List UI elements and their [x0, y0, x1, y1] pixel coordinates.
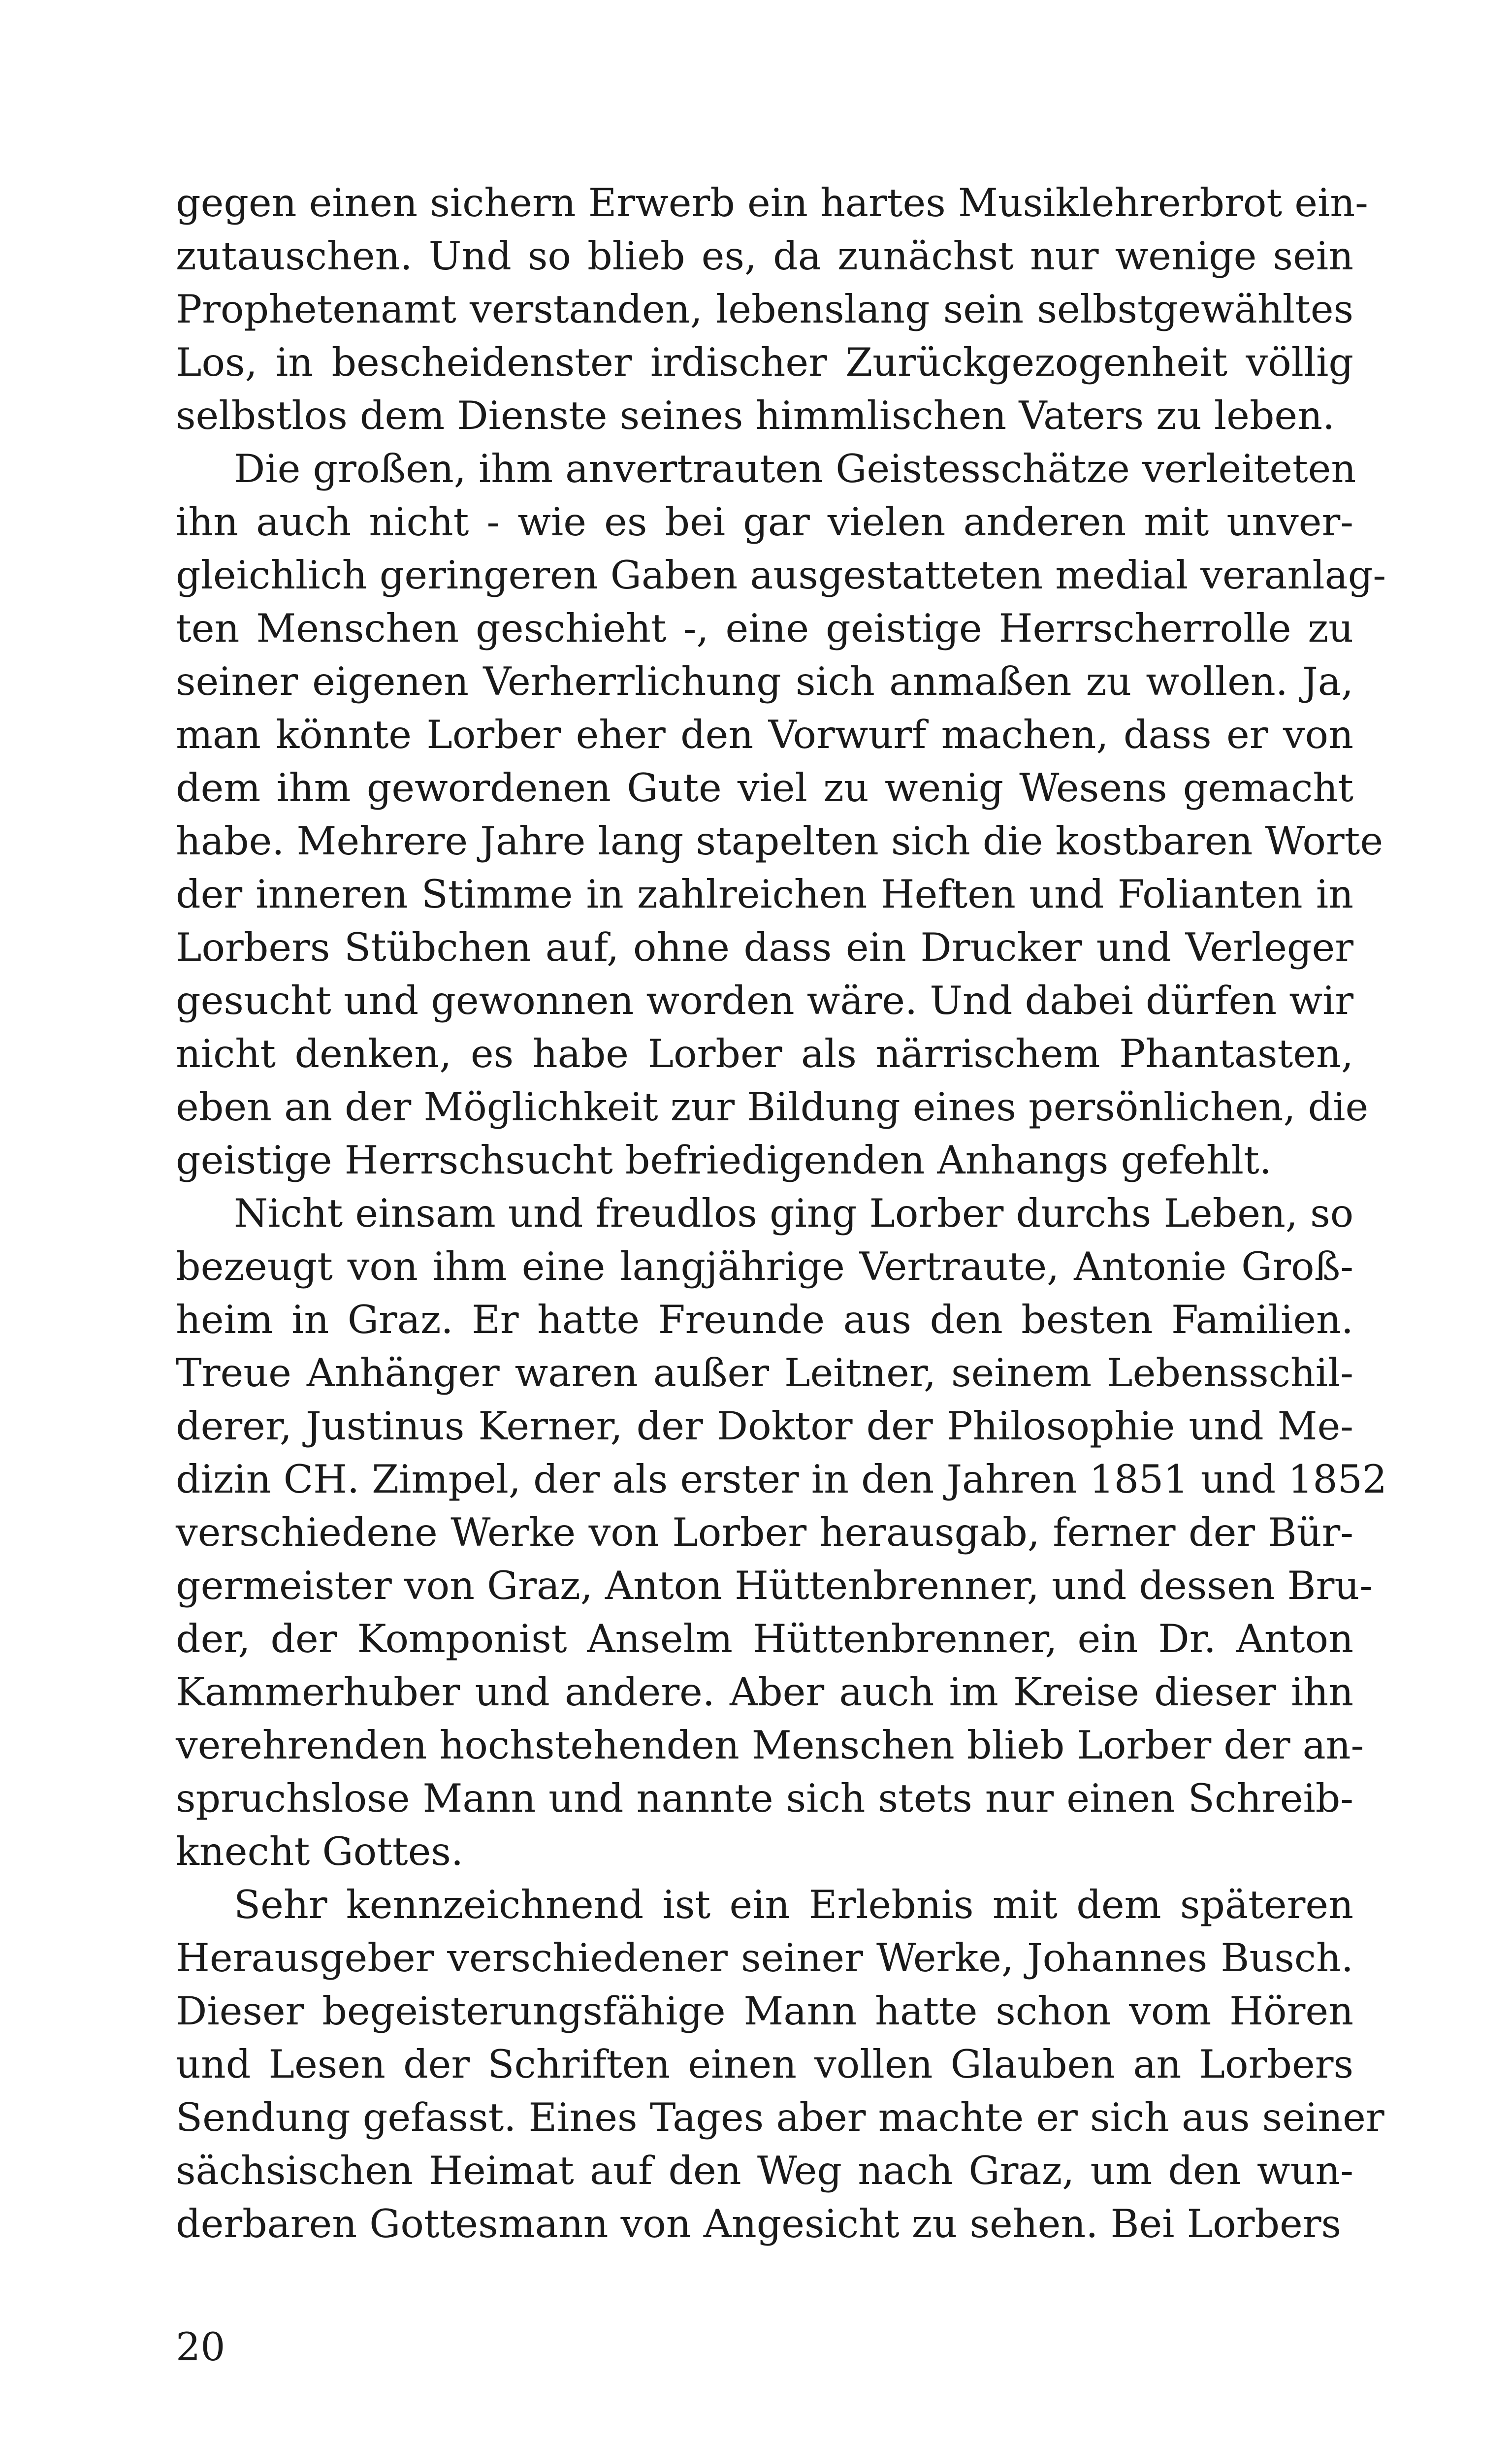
- text-line: knecht Gottes.: [176, 1829, 464, 1874]
- text-line: man könnte Lorber eher den Vorwurf machen, dass er von: [176, 712, 1353, 757]
- text-line: Sehr kennzeichnend ist ein Erlebnis mit dem späteren: [234, 1882, 1353, 1927]
- text-line: Dieser begeisterungsfähige Mann hatte schon vom Hören: [176, 1988, 1353, 2034]
- text-line: Lorbers Stübchen auf, ohne dass ein Drucker und Verleger: [176, 925, 1353, 970]
- body-text: [176, 176, 1387, 2250]
- text-line: Kammerhuber und andere. Aber auch im Kreise dieser ihn: [176, 1669, 1353, 1715]
- text-line: dem ihm gewordenen Gute viel zu wenig Wesens gemacht: [176, 765, 1353, 811]
- text-line: der, der Komponist Anselm Hüttenbrenner, ein Dr. Anton: [176, 1616, 1353, 1661]
- text-line: Die großen, ihm anvertrauten Geistesschätze verleiteten: [234, 446, 1356, 491]
- text-line: gegen einen sichern Erwerb ein hartes Musiklehrerbrot ein-: [176, 180, 1368, 226]
- text-line: bezeugt von ihm eine langjährige Vertraute, Antonie Groß-: [176, 1244, 1353, 1289]
- text-line: habe. Mehrere Jahre lang stapelten sich die kostbaren Worte: [176, 818, 1383, 864]
- text-line: ihn auch nicht - wie es bei gar vielen anderen mit unver-: [176, 499, 1353, 545]
- text-line: und Lesen der Schriften einen vollen Glauben an Lorbers: [176, 2042, 1353, 2087]
- text-line: nicht denken, es habe Lorber als närrischem Phantasten,: [176, 1031, 1353, 1076]
- text-line: der inneren Stimme in zahlreichen Heften und Folianten in: [176, 872, 1353, 917]
- text-line: Sendung gefasst. Eines Tages aber machte er sich aus seiner: [176, 2095, 1384, 2140]
- text-line: sächsischen Heimat auf den Weg nach Graz, um den wun-: [176, 2148, 1353, 2193]
- text-line: heim in Graz. Er hatte Freunde aus den besten Familien.: [176, 1297, 1353, 1342]
- text-line: gleichlich geringeren Gaben ausgestatteten medial veranlag-: [176, 553, 1386, 598]
- text-line: geistige Herrschsucht befriedigenden Anhangs gefehlt.: [176, 1138, 1272, 1183]
- text-line: ten Menschen geschieht -, eine geistige Herrscherrolle zu: [176, 606, 1353, 651]
- text-line: Prophetenamt verstanden, lebenslang sein selbstgewähltes: [176, 287, 1353, 332]
- text-line: dizin CH. Zimpel, der als erster in den Jahren 1851 und 1852: [176, 1457, 1387, 1502]
- paragraph: [176, 176, 1368, 442]
- text-line: seiner eigenen Verherrlichung sich anmaßen zu wollen. Ja,: [176, 659, 1353, 704]
- page-number: 20: [176, 2324, 225, 2370]
- text-line: gesucht und gewonnen worden wäre. Und dabei dürfen wir: [176, 978, 1353, 1023]
- text-line: Herausgeber verschiedener seiner Werke, Johannes Busch.: [176, 1935, 1353, 1981]
- text-line: eben an der Möglichkeit zur Bildung eines persönlichen, die: [176, 1084, 1369, 1130]
- text-line: germeister von Graz, Anton Hüttenbrenner, und dessen Bru-: [176, 1563, 1373, 1608]
- text-line: Treue Anhänger waren außer Leitner, seinem Lebensschil-: [176, 1350, 1353, 1396]
- text-line: Nicht einsam und freudlos ging Lorber durchs Leben, so: [234, 1191, 1354, 1236]
- paragraph: [176, 1878, 1384, 2250]
- paragraph: [176, 442, 1386, 1187]
- text-line: derbaren Gottesmann von Angesicht zu sehen. Bei Lorbers: [176, 2201, 1342, 2247]
- text-line: verschiedene Werke von Lorber herausgab, ferner der Bür-: [176, 1510, 1353, 1555]
- text-line: spruchslose Mann und nannte sich stets nur einen Schreib-: [176, 1776, 1353, 1821]
- text-line: verehrenden hochstehenden Menschen blieb Lorber der an-: [176, 1723, 1364, 1768]
- text-line: zutauschen. Und so blieb es, da zunächst nur wenige sein: [176, 233, 1353, 279]
- text-line: Los, in bescheidenster irdischer Zurückgezogenheit völlig: [176, 340, 1353, 385]
- text-line: selbstlos dem Dienste seines himmlischen Vaters zu leben.: [176, 393, 1335, 438]
- paragraph: [176, 1187, 1387, 1878]
- text-line: derer, Justinus Kerner, der Doktor der Philosophie und Me-: [176, 1403, 1353, 1449]
